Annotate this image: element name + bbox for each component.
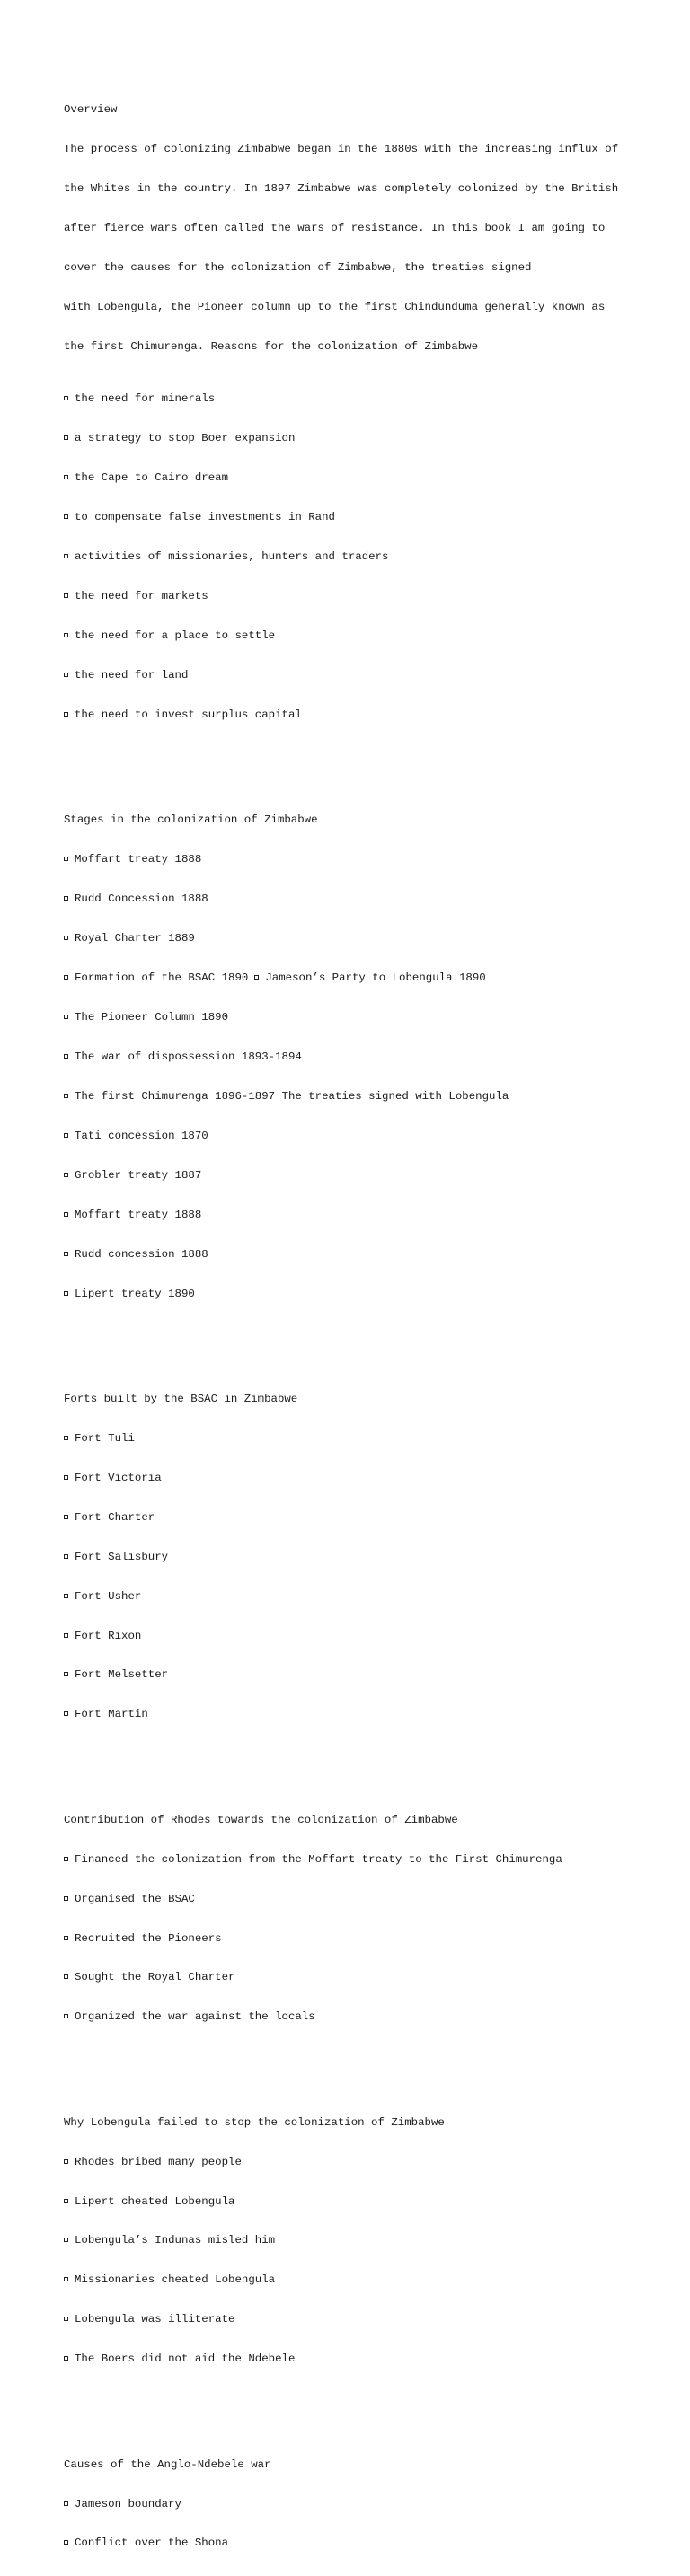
list-item-text: a strategy to stop Boer expansion	[75, 432, 296, 445]
list-item-text: Fort Usher	[75, 1589, 142, 1603]
bullet-icon	[64, 2317, 68, 2321]
list-item	[64, 471, 657, 485]
list-item-text: Fort Melsetter	[75, 1668, 169, 1682]
bullet-icon	[64, 1133, 68, 1138]
list-item-text: The war of dispossession 1893-1894	[75, 1050, 302, 1063]
bullet-icon	[64, 1212, 68, 1217]
bullet-icon	[64, 2238, 68, 2242]
list-item-text: Sought the Royal Charter	[75, 1971, 235, 1984]
bullet-icon	[64, 2199, 68, 2203]
bullet-icon	[64, 712, 68, 717]
bullet-icon	[64, 1015, 68, 1019]
list-item	[64, 2498, 657, 2511]
overview-line: after fierce wars often called the wars of resistance. In this book I am going to	[64, 221, 606, 234]
list-item	[64, 1590, 657, 1604]
bullet-icon	[64, 633, 68, 637]
list-item	[64, 2156, 657, 2169]
bullet-icon	[64, 1711, 68, 1716]
bullet-icon	[64, 896, 68, 901]
list-item	[64, 1209, 657, 1222]
bullet-icon	[64, 554, 68, 558]
list-item-text: the need for a place to settle	[75, 629, 276, 643]
list-item	[64, 590, 657, 603]
list-item	[64, 1130, 657, 1143]
list-item-text: Jameson’s Party to Lobengula 1890	[265, 971, 486, 984]
bullet-icon	[64, 1594, 68, 1598]
bullet-icon	[254, 975, 259, 980]
list-item	[64, 1288, 657, 1301]
list-item	[64, 1432, 657, 1446]
list-item-text: the need for land	[75, 668, 189, 681]
bullet-icon	[64, 475, 68, 479]
lobengula-heading: Why Lobengula failed to stop the colonization of Zimbabwe	[64, 2115, 445, 2129]
list-item-text: Fort Martin	[75, 1708, 148, 1721]
bullet-icon	[64, 396, 68, 400]
list-item-text: Fort Tuli	[75, 1431, 135, 1445]
bullet-icon	[64, 1436, 68, 1440]
list-item-text: Lipert cheated Lobengula	[75, 2194, 235, 2208]
spacer	[64, 1761, 657, 1774]
bullet-icon	[64, 2501, 68, 2506]
list-item-text: activities of missionaries, hunters and traders	[75, 550, 389, 564]
list-item	[64, 1630, 657, 1643]
document-page	[64, 64, 657, 2576]
list-item-text: Jameson boundary	[75, 2497, 181, 2510]
list-item	[64, 2352, 657, 2366]
list-item	[64, 853, 657, 866]
list-item	[64, 432, 657, 445]
bullet-icon	[64, 936, 68, 940]
list-item	[64, 1511, 657, 1525]
bullet-icon	[64, 673, 68, 677]
bullet-icon	[64, 1173, 68, 1177]
list-item	[64, 1472, 657, 1485]
bullet-icon	[64, 435, 68, 440]
list-item	[64, 1169, 657, 1182]
spacer	[64, 761, 657, 775]
list-item	[64, 971, 657, 985]
bullet-icon	[64, 1633, 68, 1638]
list-item	[64, 932, 657, 945]
list-item	[64, 1668, 657, 1682]
list-item-text: Fort Salisbury	[75, 1550, 169, 1563]
bullet-icon	[64, 1896, 68, 1901]
list-item	[64, 1853, 657, 1867]
overview-line: with Lobengula, the Pioneer column up to the first Chindunduma generally known as	[64, 300, 606, 313]
list-item-text: The Boers did not aid the Ndebele	[75, 2352, 296, 2366]
list-item	[64, 1932, 657, 1946]
list-item-text: Rhodes bribed many people	[75, 2155, 242, 2168]
list-item	[64, 1551, 657, 1564]
list-item-text: Fort Charter	[75, 1510, 155, 1524]
overview-line: the Whites in the country. In 1897 Zimbabwe was completely colonized by the British	[64, 181, 619, 195]
bullet-icon	[64, 1554, 68, 1559]
list-item-text: the need for minerals	[75, 392, 216, 406]
list-item-text: Missionaries cheated Lobengula	[75, 2273, 276, 2287]
list-item	[64, 708, 657, 722]
list-item	[64, 2234, 657, 2247]
list-item	[64, 2010, 657, 2024]
bullet-icon	[64, 514, 68, 519]
bullet-icon	[64, 2356, 68, 2361]
list-item	[64, 2195, 657, 2209]
list-item-text: The Pioneer Column 1890	[75, 1010, 229, 1024]
list-item-text: Formation of the BSAC 1890	[75, 971, 249, 984]
spacer	[64, 2405, 657, 2419]
bullet-icon	[64, 1857, 68, 1861]
rhodes-heading: Contribution of Rhodes towards the colonization of Zimbabwe	[64, 1813, 458, 1826]
bullet-icon	[64, 593, 68, 598]
list-item-text: Tati concession 1870	[75, 1129, 208, 1142]
list-item-text: Lobengula’s Indunas misled him	[75, 2234, 276, 2247]
bullet-icon	[64, 2277, 68, 2281]
bullet-icon	[64, 1475, 68, 1480]
list-item	[64, 892, 657, 906]
bullet-icon	[64, 975, 68, 980]
list-item	[64, 2273, 657, 2287]
list-item	[64, 1971, 657, 1984]
list-item	[64, 1090, 657, 1103]
bullet-icon	[64, 1094, 68, 1098]
list-item-text: Lipert treaty 1890	[75, 1287, 195, 1300]
bullet-icon	[64, 2159, 68, 2164]
war-heading: Causes of the Anglo-Ndebele war	[64, 2457, 271, 2471]
list-item	[64, 1011, 657, 1024]
list-item-text: Recruited the Pioneers	[75, 1931, 222, 1945]
list-item-text: Royal Charter 1889	[75, 932, 195, 945]
overview-line: cover the causes for the colonization of Zimbabwe, the treaties signed	[64, 260, 532, 274]
list-item	[64, 629, 657, 643]
list-item-text: Conflict over the Shona	[75, 2536, 229, 2550]
list-item	[64, 392, 657, 406]
overview-line: The process of colonizing Zimbabwe began in the 1880s with the increasing influx of	[64, 142, 619, 155]
bullet-icon	[64, 1252, 68, 1256]
list-item-text: Grobler treaty 1887	[75, 1168, 202, 1182]
bullet-icon	[64, 2540, 68, 2545]
list-item	[64, 550, 657, 564]
bullet-icon	[64, 857, 68, 861]
list-item-text: Fort Rixon	[75, 1629, 142, 1642]
overview-line: the first Chimurenga. Reasons for the colonization of Zimbabwe	[64, 339, 479, 353]
bullet-icon	[64, 1515, 68, 1519]
list-item	[64, 1051, 657, 1064]
list-item-text: the Cape to Cairo dream	[75, 471, 229, 485]
bullet-icon	[64, 1974, 68, 1979]
bullet-icon	[64, 1936, 68, 1940]
list-item-text: Organized the war against the locals	[75, 2010, 315, 2024]
list-item-text: Moffart treaty 1888	[75, 853, 202, 866]
overview-heading: Overview	[64, 102, 118, 116]
list-item	[64, 511, 657, 524]
forts-heading: Forts built by the BSAC in Zimbabwe	[64, 1392, 298, 1405]
list-item-text: Lobengula was illiterate	[75, 2313, 235, 2326]
list-item	[64, 669, 657, 682]
list-item	[64, 1893, 657, 1906]
list-item-text: Financed the colonization from the Moffart treaty to the First Chimurenga	[75, 1852, 562, 1866]
list-item-text: Organised the BSAC	[75, 1892, 195, 1905]
list-item-text: the need to invest surplus capital	[75, 708, 302, 721]
list-item	[64, 1708, 657, 1721]
bullet-icon	[64, 1672, 68, 1676]
bullet-icon	[64, 2014, 68, 2018]
list-item-text: Moffart treaty 1888	[75, 1208, 202, 1221]
list-item	[64, 2536, 657, 2550]
stages-heading: Stages in the colonization of Zimbabwe	[64, 813, 318, 827]
list-item-text: Fort Victoria	[75, 1471, 162, 1484]
list-item-text: Rudd concession 1888	[75, 1247, 208, 1261]
list-item-text: the need for markets	[75, 590, 208, 603]
spacer	[64, 1340, 657, 1353]
spacer	[64, 2063, 657, 2077]
list-item-text: Rudd Concession 1888	[75, 892, 208, 906]
list-item	[64, 1248, 657, 1262]
list-item-text: The first Chimurenga 1896-1897 The treaties signed with Lobengula	[75, 1089, 509, 1103]
bullet-icon	[64, 1054, 68, 1059]
list-item	[64, 2313, 657, 2326]
list-item-text: to compensate false investments in Rand	[75, 511, 335, 524]
bullet-icon	[64, 1291, 68, 1296]
